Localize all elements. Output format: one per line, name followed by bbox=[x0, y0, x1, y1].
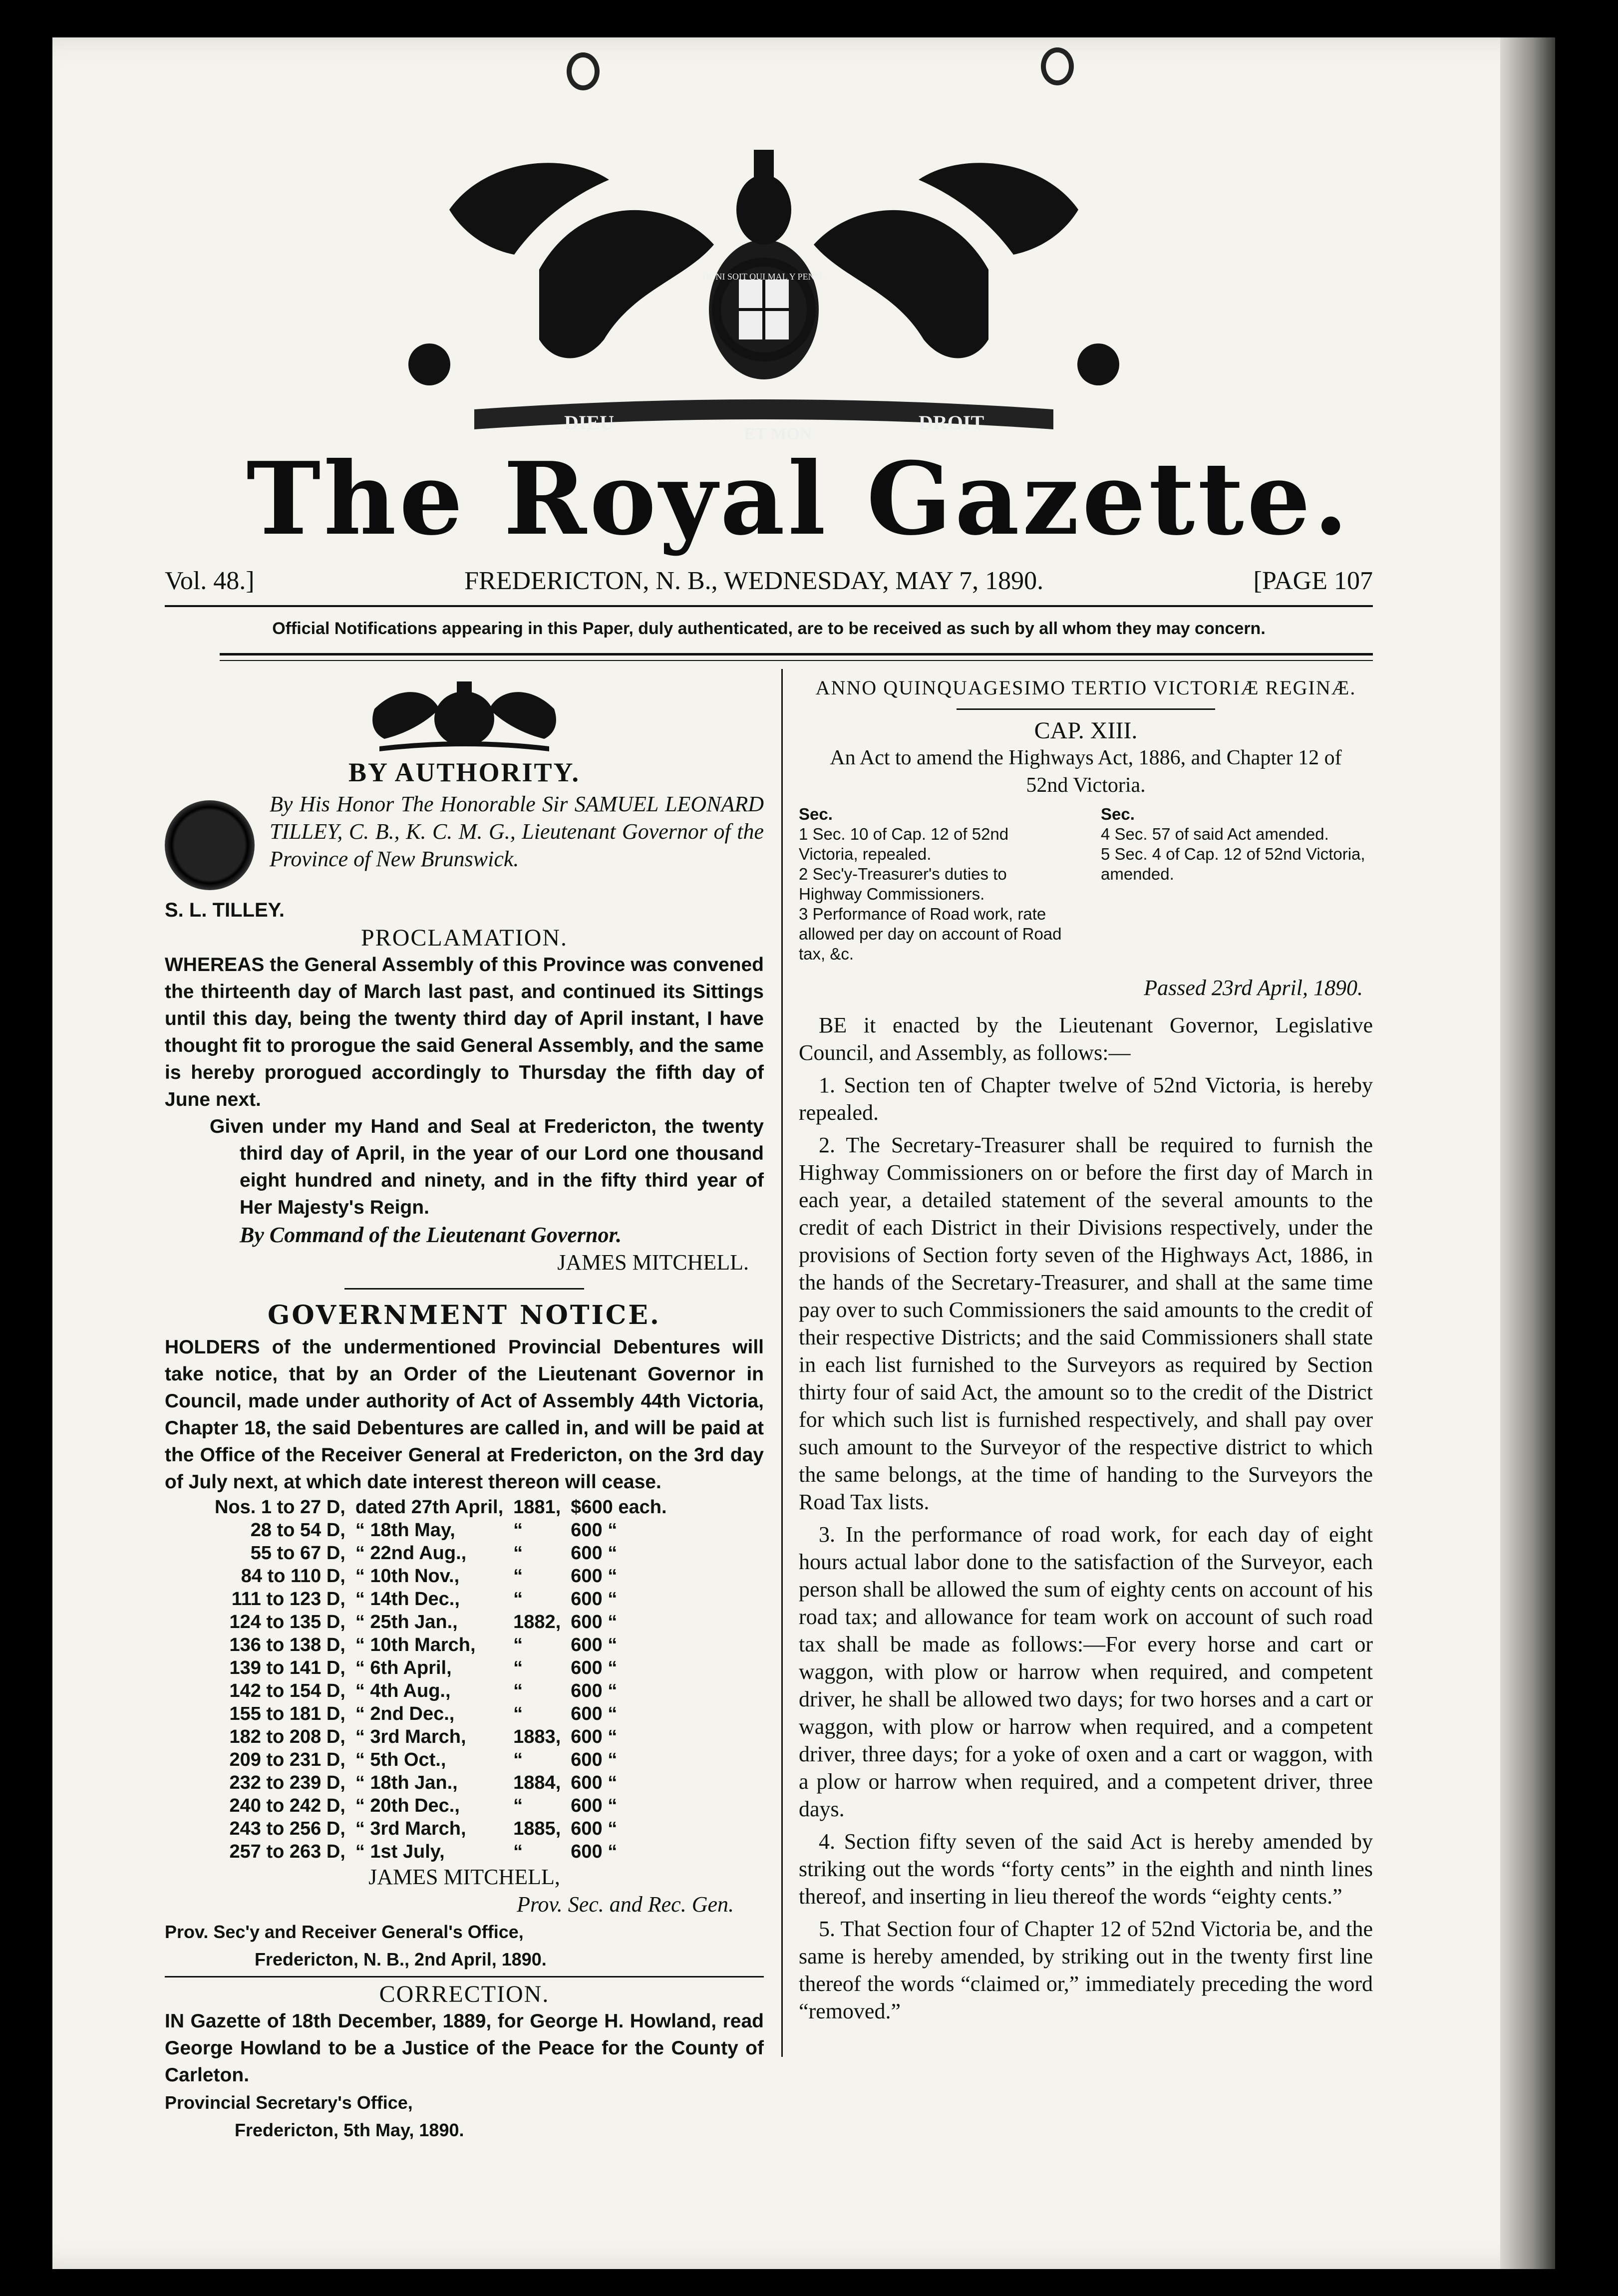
column-divider bbox=[781, 669, 783, 2057]
debenture-row bbox=[210, 1748, 672, 1771]
debenture-row bbox=[210, 1725, 672, 1748]
debenture-nos: 209 to 231 D, bbox=[229, 1749, 345, 1770]
debenture-nos: 111 to 123 D, bbox=[231, 1589, 345, 1610]
enacting-clause: BE it enacted by the Lieutenant Governor, Legislative Council, and Assembly, as follows:— bbox=[799, 1013, 1373, 1065]
debenture-dated: dated 27th April, bbox=[355, 1497, 504, 1518]
debenture-dated: “ 5th Oct., bbox=[355, 1749, 446, 1770]
debenture-amount: 600 “ bbox=[571, 1795, 618, 1816]
debenture-dated: “ 3rd March, bbox=[355, 1726, 466, 1747]
toc-item: 1 Sec. 10 of Cap. 12 of 52nd Victoria, repealed. bbox=[799, 825, 1009, 863]
proclamation-given: Given under my Hand and Seal at Fredericton, the twenty third day of April, in the year of our Lord one thousand eight hundred and ninety, and in the fifty third year of Her Majesty's Reign. bbox=[210, 1116, 764, 1218]
debenture-row bbox=[210, 1496, 672, 1519]
left-column bbox=[165, 679, 764, 2144]
government-notice-heading: GOVERNMENT NOTICE. bbox=[267, 1300, 661, 1330]
debenture-row bbox=[210, 1656, 672, 1679]
debenture-nos: 28 to 54 D, bbox=[250, 1520, 345, 1541]
debenture-dated: “ 10th March, bbox=[355, 1635, 476, 1655]
official-notice: Official Notifications appearing in this Paper, duly authenticated, are to be received as such by all whom they may concern. bbox=[272, 619, 1266, 638]
debenture-amount: 600 “ bbox=[571, 1612, 618, 1633]
toc-item: 2 Sec'y-Treasurer's duties to Highway Commissioners. bbox=[799, 865, 1007, 903]
volume-number: Vol. 48.] bbox=[165, 566, 255, 595]
toc-item: 4 Sec. 57 of said Act amended. bbox=[1101, 825, 1329, 843]
section-4: 4. Section fifty seven of the said Act is hereby amended by striking out the words “forty cents” in the eighth and ninth lines thereof, and inserting in lieu thereof the words “eighty cents.” bbox=[799, 1829, 1373, 1909]
debenture-year: “ bbox=[513, 1795, 523, 1816]
debenture-amount: $600 each. bbox=[571, 1497, 667, 1518]
government-notice-body: HOLDERS of the undermentioned Provincial Debentures will take notice, that by an Order of the Lieutenant Governor in Council, made under authority of Act of Assembly 44th Victoria, Chapter 18, the said Debentures are called in, and will be paid at the Office of the Receiver General at Fredericton, on the 3rd day of July next, at which date interest thereon will cease. bbox=[165, 1336, 764, 1493]
debenture-dated: “ 22nd Aug., bbox=[355, 1543, 467, 1564]
section-5: 5. That Section four of Chapter 12 of 52nd Victoria be, and the same is hereby amended, by striking out in the twenty first line thereof the words “claimed or,” immediately preceding the word “removed.” bbox=[799, 1917, 1373, 2023]
debenture-dated: “ 4th Aug., bbox=[355, 1680, 451, 1701]
debenture-amount: 600 “ bbox=[571, 1543, 618, 1564]
debenture-year: 1883, bbox=[513, 1726, 561, 1747]
page-number: [PAGE 107 bbox=[1253, 566, 1373, 595]
debenture-amount: 600 “ bbox=[571, 1703, 618, 1724]
divider bbox=[957, 708, 1215, 710]
gov-office: Prov. Sec'y and Receiver General's Office, bbox=[165, 1922, 524, 1942]
debenture-amount: 600 “ bbox=[571, 1520, 618, 1541]
governor-signature: S. L. TILLEY. bbox=[165, 899, 285, 921]
page-edge bbox=[1500, 37, 1555, 2269]
debenture-dated: “ 3rd March, bbox=[355, 1818, 466, 1839]
debenture-year: 1881, bbox=[513, 1497, 561, 1518]
debenture-row bbox=[210, 1588, 672, 1611]
divider bbox=[220, 653, 1373, 656]
debenture-year: “ bbox=[513, 1841, 523, 1862]
debenture-nos: 232 to 239 D, bbox=[229, 1772, 345, 1793]
debenture-amount: 600 “ bbox=[571, 1841, 618, 1862]
debenture-row bbox=[210, 1771, 672, 1794]
divider bbox=[165, 1976, 764, 1977]
debenture-dated: “ 6th April, bbox=[355, 1657, 452, 1678]
passed-date: Passed 23rd April, 1890. bbox=[1144, 976, 1363, 1000]
debenture-year: “ bbox=[513, 1566, 523, 1587]
toc-head-left: Sec. bbox=[799, 805, 833, 823]
crest-motto-center: ET MON bbox=[744, 425, 812, 443]
debenture-row bbox=[210, 1634, 672, 1656]
debenture-amount: 600 “ bbox=[571, 1680, 618, 1701]
debenture-table bbox=[210, 1496, 672, 1863]
debenture-amount: 600 “ bbox=[571, 1635, 618, 1655]
debenture-row bbox=[210, 1542, 672, 1565]
by-command: By Command of the Lieutenant Governor. bbox=[240, 1223, 622, 1247]
debenture-year: 1885, bbox=[513, 1818, 561, 1839]
debenture-amount: 600 “ bbox=[571, 1566, 618, 1587]
debenture-year: 1884, bbox=[513, 1772, 561, 1793]
debenture-nos: 142 to 154 D, bbox=[229, 1680, 345, 1701]
toc-item: 5 Sec. 4 of Cap. 12 of 52nd Victoria, amended. bbox=[1101, 845, 1365, 883]
section-3: 3. In the performance of road work, for each day of eight hours actual labor done to the satisfaction of the Surveyor, each person shall be allowed the sum of eighty cents on account of his road tax; and allowance for team work on account of such road tax shall be made as follows:—For every horse and cart or waggon, with plow or harrow when required, and competent driver, he shall be allowed two days; for two horses and a cart or waggon, with plow or harrow when required, and a competent driver, three days; for a yoke of oxen and a cart or waggon, with a plow or harrow when required, and a competent driver, three days. bbox=[799, 1522, 1373, 1821]
debenture-row bbox=[210, 1519, 672, 1542]
debenture-nos: 55 to 67 D, bbox=[250, 1543, 345, 1564]
debenture-row bbox=[210, 1702, 672, 1725]
proclamation-intro: By His Honor The Honorable Sir SAMUEL LEONARD TILLEY, C. B., K. C. M. G., Lieutenant Governor of the Province of New Brunswick. bbox=[270, 792, 764, 871]
debenture-nos: 182 to 208 D, bbox=[229, 1726, 345, 1747]
act-title: An Act to amend the Highways Act, 1886, and Chapter 12 of 52nd Victoria. bbox=[830, 746, 1342, 797]
debenture-dated: “ 18th May, bbox=[355, 1520, 455, 1541]
correction-heading: CORRECTION. bbox=[379, 1981, 550, 2007]
dateline bbox=[165, 563, 1373, 598]
place-date: FREDERICTON, N. B., WEDNESDAY, MAY 7, 1890. bbox=[464, 566, 1044, 595]
debenture-row bbox=[210, 1794, 672, 1817]
proclamation-heading: PROCLAMATION. bbox=[360, 925, 568, 951]
secretary-signature: JAMES MITCHELL. bbox=[557, 1250, 749, 1275]
debenture-year: “ bbox=[513, 1635, 523, 1655]
debenture-nos: 139 to 141 D, bbox=[229, 1657, 345, 1678]
debenture-amount: 600 “ bbox=[571, 1589, 618, 1610]
debenture-nos: 124 to 135 D, bbox=[229, 1612, 345, 1633]
debenture-nos: 155 to 181 D, bbox=[229, 1703, 345, 1724]
debenture-row bbox=[210, 1840, 672, 1863]
debenture-nos: 84 to 110 D, bbox=[241, 1566, 345, 1587]
debenture-amount: 600 “ bbox=[571, 1818, 618, 1839]
gov-signature: JAMES MITCHELL, bbox=[368, 1865, 560, 1889]
right-column bbox=[799, 674, 1373, 2025]
crest-motto-left: DIEU bbox=[564, 411, 615, 434]
debenture-dated: “ 14th Dec., bbox=[355, 1589, 460, 1610]
debenture-amount: 600 “ bbox=[571, 1772, 618, 1793]
debenture-year: “ bbox=[513, 1589, 523, 1610]
binding-hole bbox=[1041, 47, 1074, 85]
act-table-of-contents bbox=[799, 804, 1373, 964]
debenture-row bbox=[210, 1565, 672, 1588]
debenture-nos: Nos. 1 to 27 D, bbox=[215, 1497, 345, 1518]
divider bbox=[220, 660, 1373, 661]
debenture-nos: 240 to 242 D, bbox=[229, 1795, 345, 1816]
gov-office-date: Fredericton, N. B., 2nd April, 1890. bbox=[255, 1949, 547, 1969]
debenture-amount: 600 “ bbox=[571, 1749, 618, 1770]
binding-hole bbox=[567, 52, 600, 90]
act-chapter: CAP. XIII. bbox=[1034, 717, 1138, 744]
by-authority: BY AUTHORITY. bbox=[348, 757, 581, 787]
debenture-nos: 136 to 138 D, bbox=[229, 1635, 345, 1655]
toc-item: 3 Performance of Road work, rate allowed per day on account of Road tax, &c. bbox=[799, 905, 1062, 963]
debenture-nos: 257 to 263 D, bbox=[229, 1841, 345, 1862]
debenture-year: “ bbox=[513, 1749, 523, 1770]
debenture-row bbox=[210, 1679, 672, 1702]
regnal-year: ANNO QUINQUAGESIMO TERTIO VICTORIÆ REGINÆ. bbox=[815, 676, 1356, 699]
official-seal bbox=[165, 800, 255, 890]
crest-garter: HONI SOIT QUI MAL Y PENSE bbox=[702, 272, 825, 282]
royal-coat-of-arms bbox=[374, 130, 1153, 469]
correction-body: IN Gazette of 18th December, 1889, for George H. Howland, read George Howland to be a Justice of the Peace for the County of Carleton. bbox=[165, 2010, 764, 2086]
correction-office-date: Fredericton, 5th May, 1890. bbox=[235, 2120, 464, 2140]
section-2: 2. The Secretary-Treasurer shall be required to furnish the Highway Commissioners on or before the first day of March in each year, a detailed statement of the several amounts to the credit of each District in their Divisions respectively, under the provisions of Section forty seven of the Highways Act, 1886, in the hands of the Secretary-Treasurer, and shall at the same time pay over to such Commissioners the said amounts to the credit of their respective Districts; and the said Commissioners shall state in each list furnished to the Surveyors as required by Section thirty four of said Act, the amount so to the credit of the District for which such list is furnished respectively, and shall pay over such amount to the Surveyor of the respective district to which the same belongs, at the time of handing to the Surveyors the Road Tax lists. bbox=[799, 1133, 1373, 1514]
debenture-dated: “ 25th Jan., bbox=[355, 1612, 458, 1633]
debenture-year: 1882, bbox=[513, 1612, 561, 1633]
divider bbox=[165, 605, 1373, 607]
debenture-year: “ bbox=[513, 1520, 523, 1541]
correction-office: Provincial Secretary's Office, bbox=[165, 2092, 413, 2113]
debenture-year: “ bbox=[513, 1680, 523, 1701]
toc-head-right: Sec. bbox=[1101, 805, 1135, 823]
debenture-year: “ bbox=[513, 1657, 523, 1678]
debenture-row bbox=[210, 1817, 672, 1840]
debenture-dated: “ 10th Nov., bbox=[355, 1566, 460, 1587]
debenture-dated: “ 1st July, bbox=[355, 1841, 445, 1862]
debenture-year: “ bbox=[513, 1543, 523, 1564]
debenture-nos: 243 to 256 D, bbox=[229, 1818, 345, 1839]
debenture-amount: 600 “ bbox=[571, 1726, 618, 1747]
divider bbox=[344, 1288, 584, 1290]
crest-motto-right: DROIT bbox=[919, 411, 984, 434]
debenture-dated: “ 2nd Dec., bbox=[355, 1703, 455, 1724]
debenture-amount: 600 “ bbox=[571, 1657, 618, 1678]
gov-signature-title: Prov. Sec. and Rec. Gen. bbox=[517, 1892, 734, 1917]
debenture-row bbox=[210, 1611, 672, 1634]
debenture-dated: “ 20th Dec., bbox=[355, 1795, 460, 1816]
section-1: 1. Section ten of Chapter twelve of 52nd Victoria, is hereby repealed. bbox=[799, 1073, 1373, 1125]
masthead-title: The Royal Gazette. bbox=[246, 440, 1351, 558]
debenture-year: “ bbox=[513, 1703, 523, 1724]
proclamation-body: WHEREAS the General Assembly of this Province was convened the thirteenth day of March last past, and continued its Sittings until this day, being the twenty third day of April instant, I have thought fit to prorogue the said General Assembly, and the same is hereby prorogued accordingly to Thursday the fifth day of June next. bbox=[165, 954, 764, 1110]
debenture-dated: “ 18th Jan., bbox=[355, 1772, 458, 1793]
small-coat-of-arms bbox=[344, 679, 584, 754]
